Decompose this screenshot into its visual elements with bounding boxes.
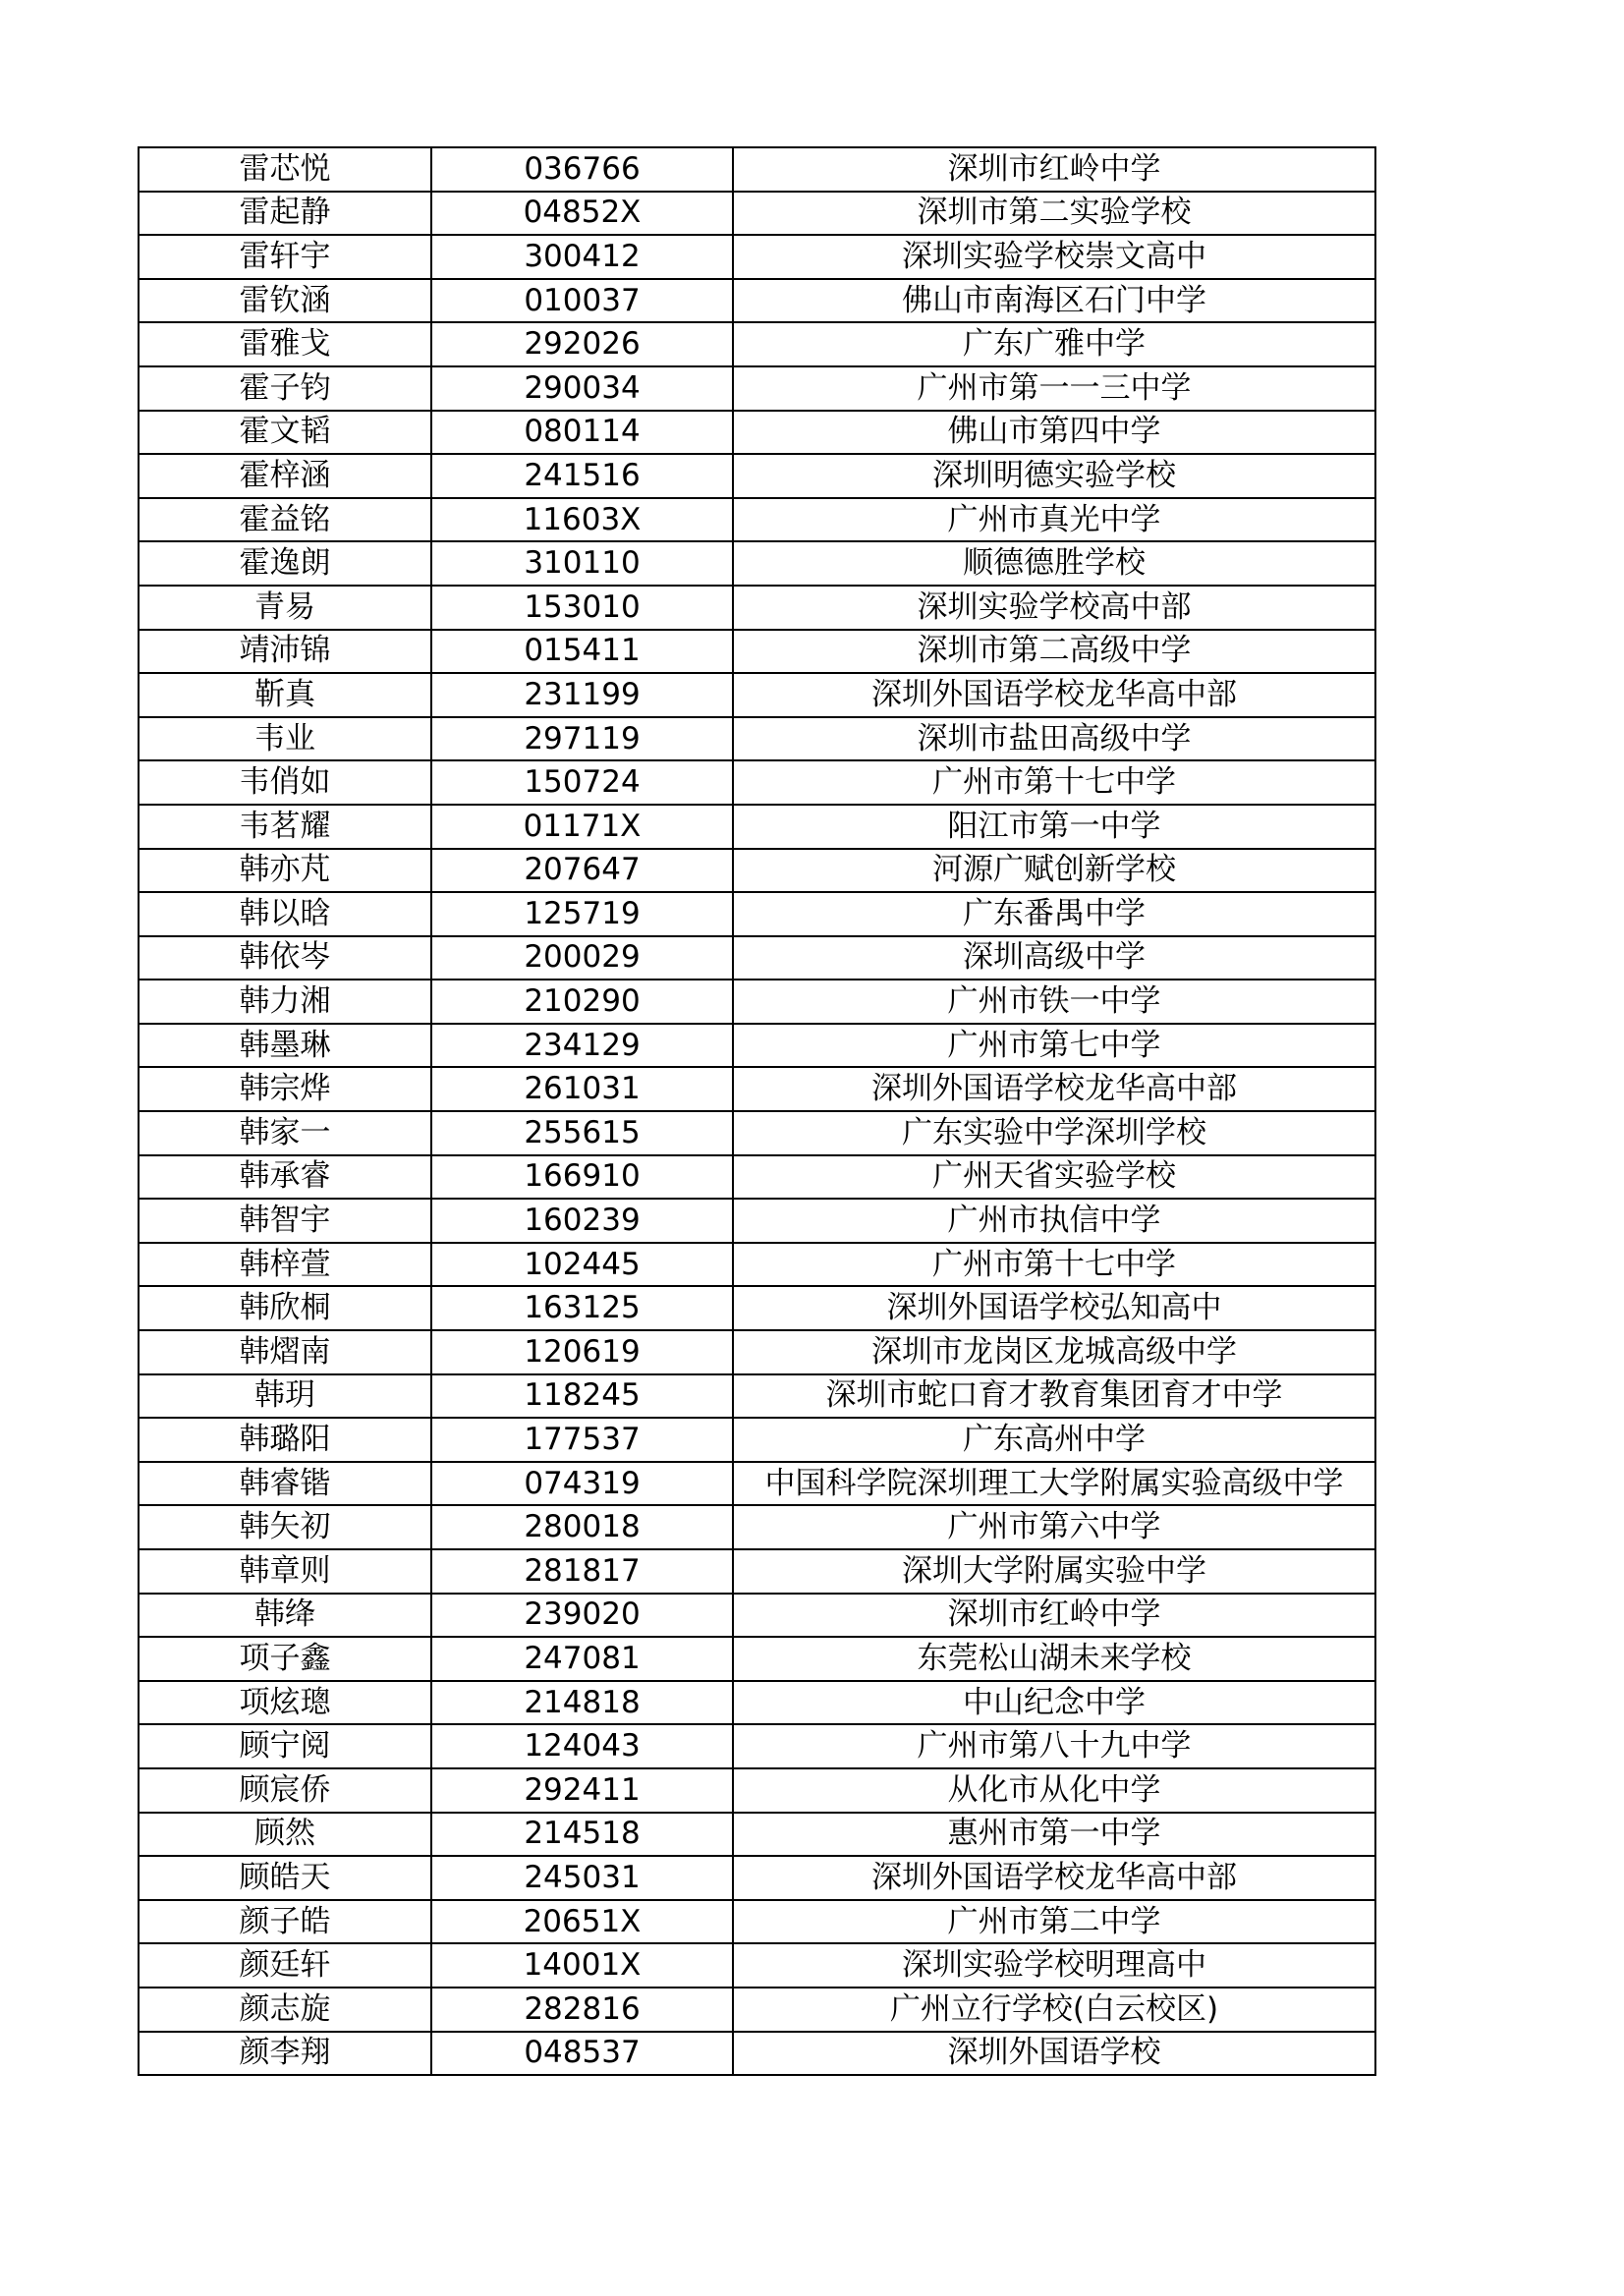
table-row — [139, 980, 1375, 1024]
table-row — [139, 147, 1375, 192]
school-name-cell: 深圳实验学校明理高中 — [733, 1943, 1375, 1988]
school-name-cell: 广州天省实验学校 — [733, 1155, 1375, 1200]
student-id-cell: 048537 — [431, 2032, 733, 2076]
table-row — [139, 586, 1375, 630]
table-row — [139, 1505, 1375, 1549]
student-id-cell: 214818 — [431, 1681, 733, 1725]
student-name-cell: 靖沛锦 — [139, 630, 431, 674]
student-id-cell: 150724 — [431, 760, 733, 805]
student-id-cell: 297119 — [431, 717, 733, 761]
student-id-cell: 166910 — [431, 1155, 733, 1200]
student-name-cell: 韦茗耀 — [139, 805, 431, 849]
student-id-cell: 04852X — [431, 192, 733, 236]
school-name-cell: 佛山市南海区石门中学 — [733, 279, 1375, 323]
school-name-cell: 阳江市第一中学 — [733, 805, 1375, 849]
school-name-cell: 深圳市盐田高级中学 — [733, 717, 1375, 761]
school-name-cell: 佛山市第四中学 — [733, 411, 1375, 455]
student-id-cell: 177537 — [431, 1418, 733, 1462]
student-id-cell: 160239 — [431, 1199, 733, 1243]
student-name-cell: 韩墨琳 — [139, 1024, 431, 1068]
table-row — [139, 1813, 1375, 1857]
student-name-cell: 雷芯悦 — [139, 147, 431, 192]
school-name-cell: 深圳外国语学校龙华高中部 — [733, 1067, 1375, 1111]
school-name-cell: 广州市第八十九中学 — [733, 1724, 1375, 1768]
student-id-cell: 036766 — [431, 147, 733, 192]
school-name-cell: 广州市执信中学 — [733, 1199, 1375, 1243]
school-name-cell: 深圳市红岭中学 — [733, 1594, 1375, 1638]
student-name-cell: 韩璐阳 — [139, 1418, 431, 1462]
student-name-cell: 项子鑫 — [139, 1637, 431, 1681]
student-name-cell: 顾然 — [139, 1813, 431, 1857]
student-id-cell: 245031 — [431, 1856, 733, 1900]
student-name-cell: 韩梓萱 — [139, 1243, 431, 1287]
student-id-cell: 281817 — [431, 1549, 733, 1594]
student-id-cell: 20651X — [431, 1900, 733, 1944]
school-name-cell: 广东实验中学深圳学校 — [733, 1111, 1375, 1155]
table-row — [139, 1111, 1375, 1155]
school-name-cell: 深圳实验学校高中部 — [733, 586, 1375, 630]
table-body — [139, 147, 1375, 2075]
student-name-cell: 项炫璁 — [139, 1681, 431, 1725]
student-name-cell: 颜廷轩 — [139, 1943, 431, 1988]
school-name-cell: 广州市第六中学 — [733, 1505, 1375, 1549]
school-name-cell: 广东番禺中学 — [733, 892, 1375, 936]
student-id-cell: 015411 — [431, 630, 733, 674]
table-row — [139, 1067, 1375, 1111]
student-id-cell: 310110 — [431, 541, 733, 586]
student-id-cell: 282816 — [431, 1988, 733, 2032]
student-name-cell: 韩智宇 — [139, 1199, 431, 1243]
school-name-cell: 深圳市第二高级中学 — [733, 630, 1375, 674]
school-name-cell: 广东广雅中学 — [733, 322, 1375, 366]
table-row — [139, 235, 1375, 279]
table-row — [139, 1374, 1375, 1419]
school-name-cell: 东莞松山湖未来学校 — [733, 1637, 1375, 1681]
student-id-cell: 239020 — [431, 1594, 733, 1638]
table-row — [139, 411, 1375, 455]
school-name-cell: 深圳市第二实验学校 — [733, 192, 1375, 236]
table-row — [139, 936, 1375, 980]
student-id-cell: 153010 — [431, 586, 733, 630]
student-name-cell: 霍子钧 — [139, 366, 431, 411]
school-name-cell: 广东高州中学 — [733, 1418, 1375, 1462]
student-name-cell: 韩依岑 — [139, 936, 431, 980]
table-row — [139, 1594, 1375, 1638]
student-table — [138, 146, 1376, 2076]
student-name-cell: 颜志旋 — [139, 1988, 431, 2032]
student-name-cell: 韩睿锴 — [139, 1462, 431, 1506]
student-name-cell: 霍文韬 — [139, 411, 431, 455]
student-id-cell: 074319 — [431, 1462, 733, 1506]
student-id-cell: 255615 — [431, 1111, 733, 1155]
school-name-cell: 深圳明德实验学校 — [733, 454, 1375, 498]
student-id-cell: 125719 — [431, 892, 733, 936]
student-name-cell: 霍逸朗 — [139, 541, 431, 586]
school-name-cell: 广州立行学校(白云校区) — [733, 1988, 1375, 2032]
table-row — [139, 541, 1375, 586]
table-row — [139, 1856, 1375, 1900]
student-name-cell: 韩宗烨 — [139, 1067, 431, 1111]
school-name-cell: 广州市第十七中学 — [733, 760, 1375, 805]
school-name-cell: 广州市第二中学 — [733, 1900, 1375, 1944]
student-name-cell: 韩以晗 — [139, 892, 431, 936]
student-name-cell: 韩家一 — [139, 1111, 431, 1155]
table-row — [139, 192, 1375, 236]
student-id-cell: 118245 — [431, 1374, 733, 1419]
student-id-cell: 241516 — [431, 454, 733, 498]
table-row — [139, 1943, 1375, 1988]
student-name-cell: 雷起静 — [139, 192, 431, 236]
student-id-cell: 102445 — [431, 1243, 733, 1287]
table-row — [139, 1549, 1375, 1594]
table-row — [139, 892, 1375, 936]
school-name-cell: 深圳高级中学 — [733, 936, 1375, 980]
student-id-cell: 207647 — [431, 849, 733, 893]
table-row — [139, 1724, 1375, 1768]
table-row — [139, 1900, 1375, 1944]
student-id-cell: 11603X — [431, 498, 733, 542]
student-name-cell: 韩章则 — [139, 1549, 431, 1594]
student-id-cell: 214518 — [431, 1813, 733, 1857]
student-name-cell: 韦业 — [139, 717, 431, 761]
school-name-cell: 中山纪念中学 — [733, 1681, 1375, 1725]
student-name-cell: 韦俏如 — [139, 760, 431, 805]
table-row — [139, 498, 1375, 542]
student-name-cell: 韩承睿 — [139, 1155, 431, 1200]
student-id-cell: 234129 — [431, 1024, 733, 1068]
table-row — [139, 1637, 1375, 1681]
student-name-cell: 韩欣桐 — [139, 1286, 431, 1330]
table-row — [139, 279, 1375, 323]
school-name-cell: 深圳市龙岗区龙城高级中学 — [733, 1330, 1375, 1374]
school-name-cell: 中国科学院深圳理工大学附属实验高级中学 — [733, 1462, 1375, 1506]
student-id-cell: 300412 — [431, 235, 733, 279]
table-row — [139, 673, 1375, 717]
student-name-cell: 韩矢初 — [139, 1505, 431, 1549]
table-row — [139, 1681, 1375, 1725]
student-name-cell: 顾皓天 — [139, 1856, 431, 1900]
student-id-cell: 124043 — [431, 1724, 733, 1768]
school-name-cell: 广州市铁一中学 — [733, 980, 1375, 1024]
student-name-cell: 靳真 — [139, 673, 431, 717]
student-id-cell: 120619 — [431, 1330, 733, 1374]
school-name-cell: 从化市从化中学 — [733, 1768, 1375, 1813]
school-name-cell: 惠州市第一中学 — [733, 1813, 1375, 1857]
table-row — [139, 1155, 1375, 1200]
table-row — [139, 1286, 1375, 1330]
student-name-cell: 顾宁阅 — [139, 1724, 431, 1768]
student-id-cell: 210290 — [431, 980, 733, 1024]
school-name-cell: 深圳大学附属实验中学 — [733, 1549, 1375, 1594]
student-id-cell: 280018 — [431, 1505, 733, 1549]
student-id-cell: 14001X — [431, 1943, 733, 1988]
school-name-cell: 深圳外国语学校龙华高中部 — [733, 1856, 1375, 1900]
table-row — [139, 1024, 1375, 1068]
student-id-cell: 247081 — [431, 1637, 733, 1681]
school-name-cell: 河源广赋创新学校 — [733, 849, 1375, 893]
student-id-cell: 292026 — [431, 322, 733, 366]
table-row — [139, 1199, 1375, 1243]
table-row — [139, 1988, 1375, 2032]
student-name-cell: 雷雅戈 — [139, 322, 431, 366]
student-name-cell: 霍益铭 — [139, 498, 431, 542]
table-row — [139, 1462, 1375, 1506]
student-name-cell: 雷轩宇 — [139, 235, 431, 279]
student-id-cell: 261031 — [431, 1067, 733, 1111]
table-row — [139, 366, 1375, 411]
table-row — [139, 760, 1375, 805]
student-name-cell: 韩亦芃 — [139, 849, 431, 893]
student-name-cell: 颜李翔 — [139, 2032, 431, 2076]
student-name-cell: 韩绛 — [139, 1594, 431, 1638]
student-name-cell: 霍梓涵 — [139, 454, 431, 498]
school-name-cell: 深圳外国语学校 — [733, 2032, 1375, 2076]
student-id-cell: 163125 — [431, 1286, 733, 1330]
student-name-cell: 颜子皓 — [139, 1900, 431, 1944]
table-row — [139, 322, 1375, 366]
school-name-cell: 深圳外国语学校弘知高中 — [733, 1286, 1375, 1330]
table-row — [139, 1243, 1375, 1287]
table-row — [139, 1418, 1375, 1462]
school-name-cell: 顺德德胜学校 — [733, 541, 1375, 586]
table-row — [139, 805, 1375, 849]
table-row — [139, 1330, 1375, 1374]
student-id-cell: 231199 — [431, 673, 733, 717]
student-id-cell: 080114 — [431, 411, 733, 455]
school-name-cell: 深圳市蛇口育才教育集团育才中学 — [733, 1374, 1375, 1419]
student-name-cell: 韩玥 — [139, 1374, 431, 1419]
school-name-cell: 广州市第一一三中学 — [733, 366, 1375, 411]
table-row — [139, 717, 1375, 761]
school-name-cell: 广州市第七中学 — [733, 1024, 1375, 1068]
school-name-cell: 深圳实验学校崇文高中 — [733, 235, 1375, 279]
student-id-cell: 292411 — [431, 1768, 733, 1813]
table-row — [139, 630, 1375, 674]
student-id-cell: 290034 — [431, 366, 733, 411]
table-row — [139, 2032, 1375, 2076]
student-name-cell: 青易 — [139, 586, 431, 630]
table-row — [139, 1768, 1375, 1813]
student-name-cell: 雷钦涵 — [139, 279, 431, 323]
table-row — [139, 454, 1375, 498]
student-id-cell: 01171X — [431, 805, 733, 849]
student-id-cell: 200029 — [431, 936, 733, 980]
student-name-cell: 顾宸侨 — [139, 1768, 431, 1813]
student-name-cell: 韩熠南 — [139, 1330, 431, 1374]
school-name-cell: 广州市第十七中学 — [733, 1243, 1375, 1287]
school-name-cell: 深圳市红岭中学 — [733, 147, 1375, 192]
student-id-cell: 010037 — [431, 279, 733, 323]
school-name-cell: 广州市真光中学 — [733, 498, 1375, 542]
table-row — [139, 849, 1375, 893]
school-name-cell: 深圳外国语学校龙华高中部 — [733, 673, 1375, 717]
student-name-cell: 韩力湘 — [139, 980, 431, 1024]
